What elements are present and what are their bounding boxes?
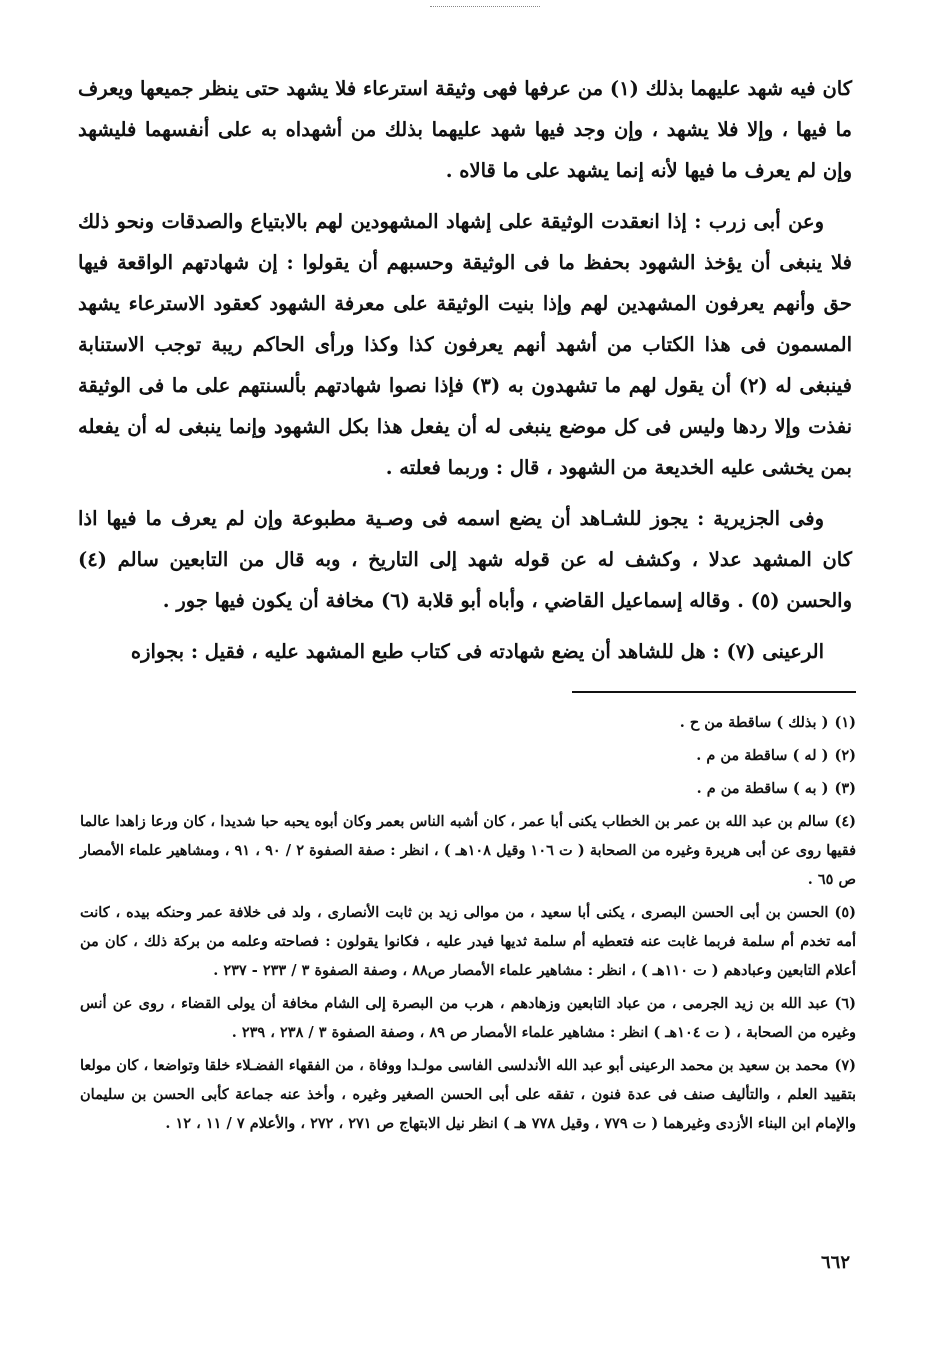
footnote-text: محمد بن سعيد بن محمد الرعينى أبو عبد الله الأندلسى الفاسى مولـدا ووفاة ، من الفقهاء الفضـلاء خلقا وتواضعا ، كان مولعا بتقييد العلم ، والتأليف صنف فى عدة فنون ، تفقه على أبى الحسن الصغير وغيره ، وأخذ عنه جماعة كأبى الحسن بن سليمان والإمام ابن البناء الأزدى وغيرهما ( ت ٧٧٩ ، وقيل ٧٧٨ هـ ) انظر نيل الابتهاج ص ٢٧١ ، ٢٧٢ ، والأعلام ٧ / ١١ ، ١٢ . <box>80 1057 856 1132</box>
footnote <box>80 708 856 737</box>
page-number: ٦٦٢ <box>820 1252 850 1273</box>
footnote-separator <box>572 691 856 693</box>
footnote-number: (٥) <box>834 904 856 921</box>
footnote <box>80 741 856 770</box>
footnotes <box>80 708 856 1142</box>
footnote-text: ( له ) ساقطة من م . <box>696 747 829 764</box>
footnote <box>80 898 856 985</box>
paragraph: الرعينى (٧) : هل للشاهد أن يضع شهادته فى كتاب طبع المشهد عليه ، فقيل : بجوازه <box>130 640 824 663</box>
paragraph: وفى الجزيرية : يجوز للشـاهد أن يضع اسمه فى وصـية مطبوعة وإن لم يعرف ما فيها اذا كان المشهد عدلا ، وكشف له عن قوله شهد إلى التاريخ ، وبه قال من التابعين سالم (٤) والحسن (٥) . وقاله إسماعيل القاضي ، وأباه أبو قلابة (٦) مخافة أن يكون فيها جور . <box>78 507 852 612</box>
footnote <box>80 807 856 894</box>
footnote <box>80 774 856 803</box>
scan-top-mark <box>430 6 540 7</box>
footnote-number: (٤) <box>834 813 856 830</box>
footnote-number: (٢) <box>834 747 856 764</box>
main-text <box>78 68 852 682</box>
footnote-number: (٣) <box>834 780 856 797</box>
paragraph: كان فيه شهد عليهما بذلك (١) من عرفها فهى وثيقة استرعاء فلا يشهد حتى ينظر جميعها ويعرف ما فيها ، وإلا فلا يشهد ، وإن وجد فيها شهد عليهما بذلك من أشهداه به على أنفسهما فليشهد وإن لم يعرف ما فيها لأنه إنما يشهد على ما قالاه . <box>78 77 852 182</box>
footnote-text: ( به ) ساقطة من م . <box>696 780 829 797</box>
footnote-text: سالم بن عبد الله بن عمر بن الخطاب يكنى أبا عمر ، كان أشبه الناس بعمر وكان أبوه يحبه حبا شديدا ، كان ورعا زاهدا عالما فقيها روى عن أبى هريرة وغيره من الصحابة ( ت ١٠٦ وقيل ١٠٨هـ ) ، انظر : صفة الصفوة ٢ / ٩٠ ، ٩١ ، ومشاهير علماء الأمصار ص ٦٥ . <box>80 813 856 888</box>
footnote-text: عبد الله بن زيد الجرمى ، من عباد التابعين وزهادهم ، هرب من البصرة إلى الشام مخافة أن يولى القضاء ، روى عن أنس وغيره من الصحابة ، ( ت ١٠٤هـ ) انظر : مشاهير علماء الأمصار ص ٨٩ ، وصفة الصفوة ٣ / ٢٣٨ ، ٢٣٩ . <box>80 995 856 1041</box>
footnote-text: الحسن بن أبى الحسن البصرى ، يكنى أبا سعيد ، من موالى زيد بن ثابت الأنصارى ، ولد فى خلافة عمر وحنكه بيده ، كانت أمه تخدم أم سلمة فربما غابت عنه فتعطيه أم سلمة ثديها فيدر عليه ، فكانوا يقولون : فصاحته وعلمه من بركة ذلك ، كان من أعلام التابعين وعبادهم ( ت ١١٠هـ ) ، انظر : مشاهير علماء الأمصار ص٨٨ ، وصفة الصفوة ٣ / ٢٣٣ - ٢٣٧ . <box>80 904 856 979</box>
footnote <box>80 989 856 1047</box>
footnote-number: (١) <box>834 714 856 731</box>
footnote-number: (٦) <box>834 995 856 1012</box>
footnote-text: ( بذلك ) ساقطة من ح . <box>679 714 829 731</box>
paragraph: وعن أبى زرب : إذا انعقدت الوثيقة على إشهاد المشهودين لهم بالابتياع والصدقات ونحو ذلك فلا ينبغى أن يؤخذ الشهود بحفظ ما فى الوثيقة وحسبهم أن يقولوا : إن شهادتهم الواقعة فيها حق وأنهم يعرفون المشهدين لهم وإذا بنيت الوثيقة على معرفة الشهود كعقود الاسترعاء يشهد المسمون فى هذا الكتاب من أشهد أنهم يعرفون كذا وكذا ورأى الحاكم ريبة توجب الاستنابة فينبغى له (٢) أن يقول لهم ما تشهدون به (٣) فإذا نصوا شهادتهم بألسنتهم على ما فى الوثيقة نفذت وإلا ردها وليس فى كل موضع ينبغى له أن يفعل هذا بكل الشهود وإنما ينبغى له أن يفعله بمن يخشى عليه الخديعة من الشهود ، قال : وربما فعلته . <box>78 210 852 479</box>
footnote <box>80 1051 856 1138</box>
footnote-number: (٧) <box>834 1057 856 1074</box>
